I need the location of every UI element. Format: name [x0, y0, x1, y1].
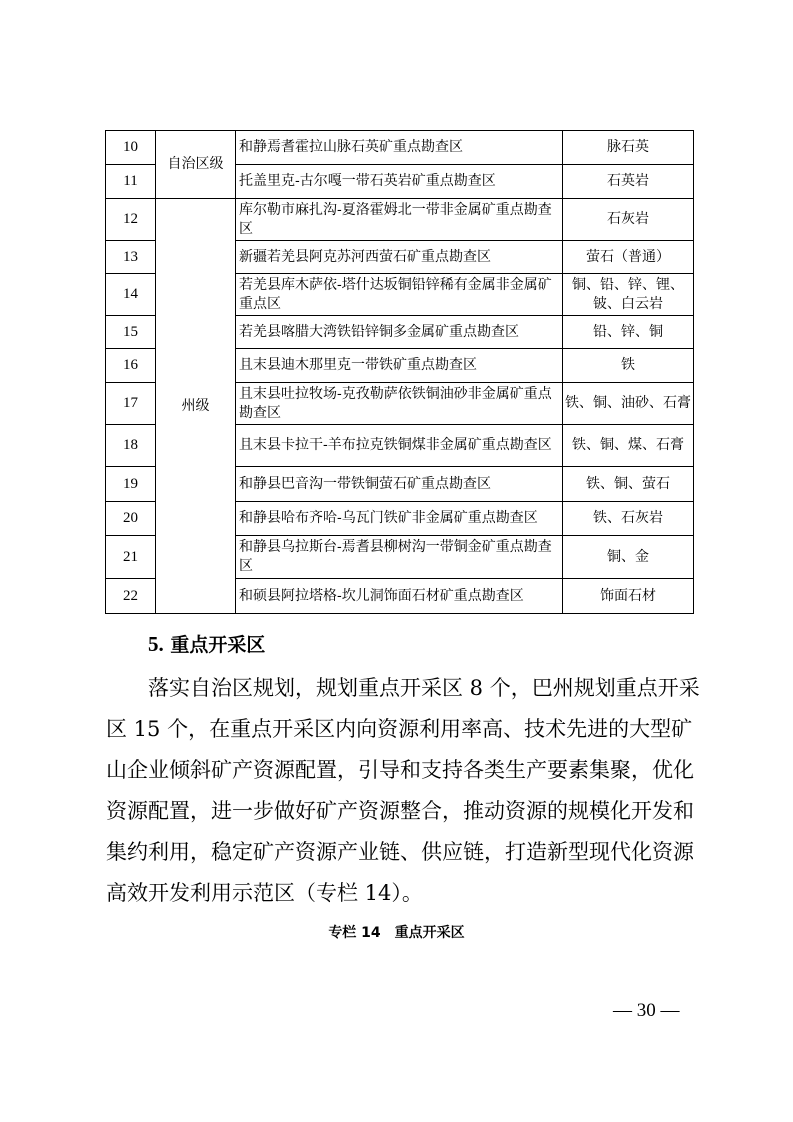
row-number: 16	[106, 349, 156, 383]
row-number: 21	[106, 536, 156, 579]
mineral-type: 铜、金	[563, 536, 694, 579]
area-name: 和静焉耆霍拉山脉石英矿重点勘查区	[236, 131, 563, 165]
row-number: 22	[106, 579, 156, 614]
paragraph-line: 高效开发利用示范区（专栏 14）。	[106, 881, 423, 905]
area-name: 且末县吐拉牧场-克孜勒萨依铁铜油砂非金属矿重点勘查区	[236, 383, 563, 425]
row-number: 12	[106, 199, 156, 241]
mineral-type: 脉石英	[563, 131, 694, 165]
area-name: 和静县巴音沟一带铁铜萤石矿重点勘查区	[236, 467, 563, 502]
paragraph-line: 集约利用，稳定矿产资源产业链、供应链，打造新型现代化资源	[106, 840, 694, 864]
row-number: 14	[106, 274, 156, 316]
row-number: 17	[106, 383, 156, 425]
section-paragraph	[106, 668, 700, 914]
paragraph-line: 区 15 个，在重点开采区内向资源利用率高、技术先进的大型矿	[106, 717, 693, 741]
mineral-type: 铁	[563, 349, 694, 383]
area-name: 若羌县喀腊大湾铁铅锌铜多金属矿重点勘查区	[236, 316, 563, 349]
area-name: 且末县迪木那里克一带铁矿重点勘查区	[236, 349, 563, 383]
mineral-type: 石英岩	[563, 165, 694, 199]
mineral-type: 饰面石材	[563, 579, 694, 614]
row-number: 10	[106, 131, 156, 165]
mineral-type: 萤石（普通）	[563, 241, 694, 274]
area-name: 且末县卡拉干-羊布拉克铁铜煤非金属矿重点勘查区	[236, 425, 563, 467]
area-name: 和静县乌拉斯台-焉耆县柳树沟一带铜金矿重点勘查区	[236, 536, 563, 579]
mineral-type: 铁、铜、萤石	[563, 467, 694, 502]
page-number: — 30 —	[613, 1000, 680, 1021]
column-caption: 专栏 14 重点开采区	[328, 925, 465, 941]
section-number: 5.	[148, 632, 164, 656]
row-number: 18	[106, 425, 156, 467]
mineral-type: 铁、铜、油砂、石膏	[563, 383, 694, 425]
section-title: 重点开采区	[170, 634, 266, 656]
table-row	[106, 199, 694, 241]
table-row	[106, 131, 694, 165]
mineral-type: 铁、铜、煤、石膏	[563, 425, 694, 467]
area-name: 新疆若羌县阿克苏河西萤石矿重点勘查区	[236, 241, 563, 274]
mineral-type: 铅、锌、铜	[563, 316, 694, 349]
row-number: 11	[106, 165, 156, 199]
area-name: 若羌县库木萨依-塔什达坂铜铅锌稀有金属非金属矿重点区	[236, 274, 563, 316]
paragraph-line: 资源配置，进一步做好矿产资源整合，推动资源的规模化开发和	[106, 799, 694, 823]
mineral-type: 石灰岩	[563, 199, 694, 241]
exploration-area-table	[105, 130, 694, 614]
row-number: 19	[106, 467, 156, 502]
paragraph-line: 落实自治区规划，规划重点开采区 8 个，巴州规划重点开采	[148, 676, 700, 700]
mineral-type: 铁、石灰岩	[563, 502, 694, 536]
area-name: 和硕县阿拉塔格-坎儿洞饰面石材矿重点勘查区	[236, 579, 563, 614]
row-number: 15	[106, 316, 156, 349]
section-heading	[148, 630, 265, 657]
level-cell-prefecture: 州级	[156, 199, 236, 614]
paragraph-line: 山企业倾斜矿产资源配置，引导和支持各类生产要素集聚，优化	[106, 758, 694, 782]
area-name: 库尔勒市麻扎沟-夏洛霍姆北一带非金属矿重点勘查区	[236, 199, 563, 241]
row-number: 13	[106, 241, 156, 274]
row-number: 20	[106, 502, 156, 536]
level-cell-autonomous: 自治区级	[156, 131, 236, 199]
area-name: 和静县哈布齐哈-乌瓦门铁矿非金属矿重点勘查区	[236, 502, 563, 536]
area-name: 托盖里克-古尔嘎一带石英岩矿重点勘查区	[236, 165, 563, 199]
mineral-type: 铜、铅、锌、锂、铍、白云岩	[563, 274, 694, 316]
